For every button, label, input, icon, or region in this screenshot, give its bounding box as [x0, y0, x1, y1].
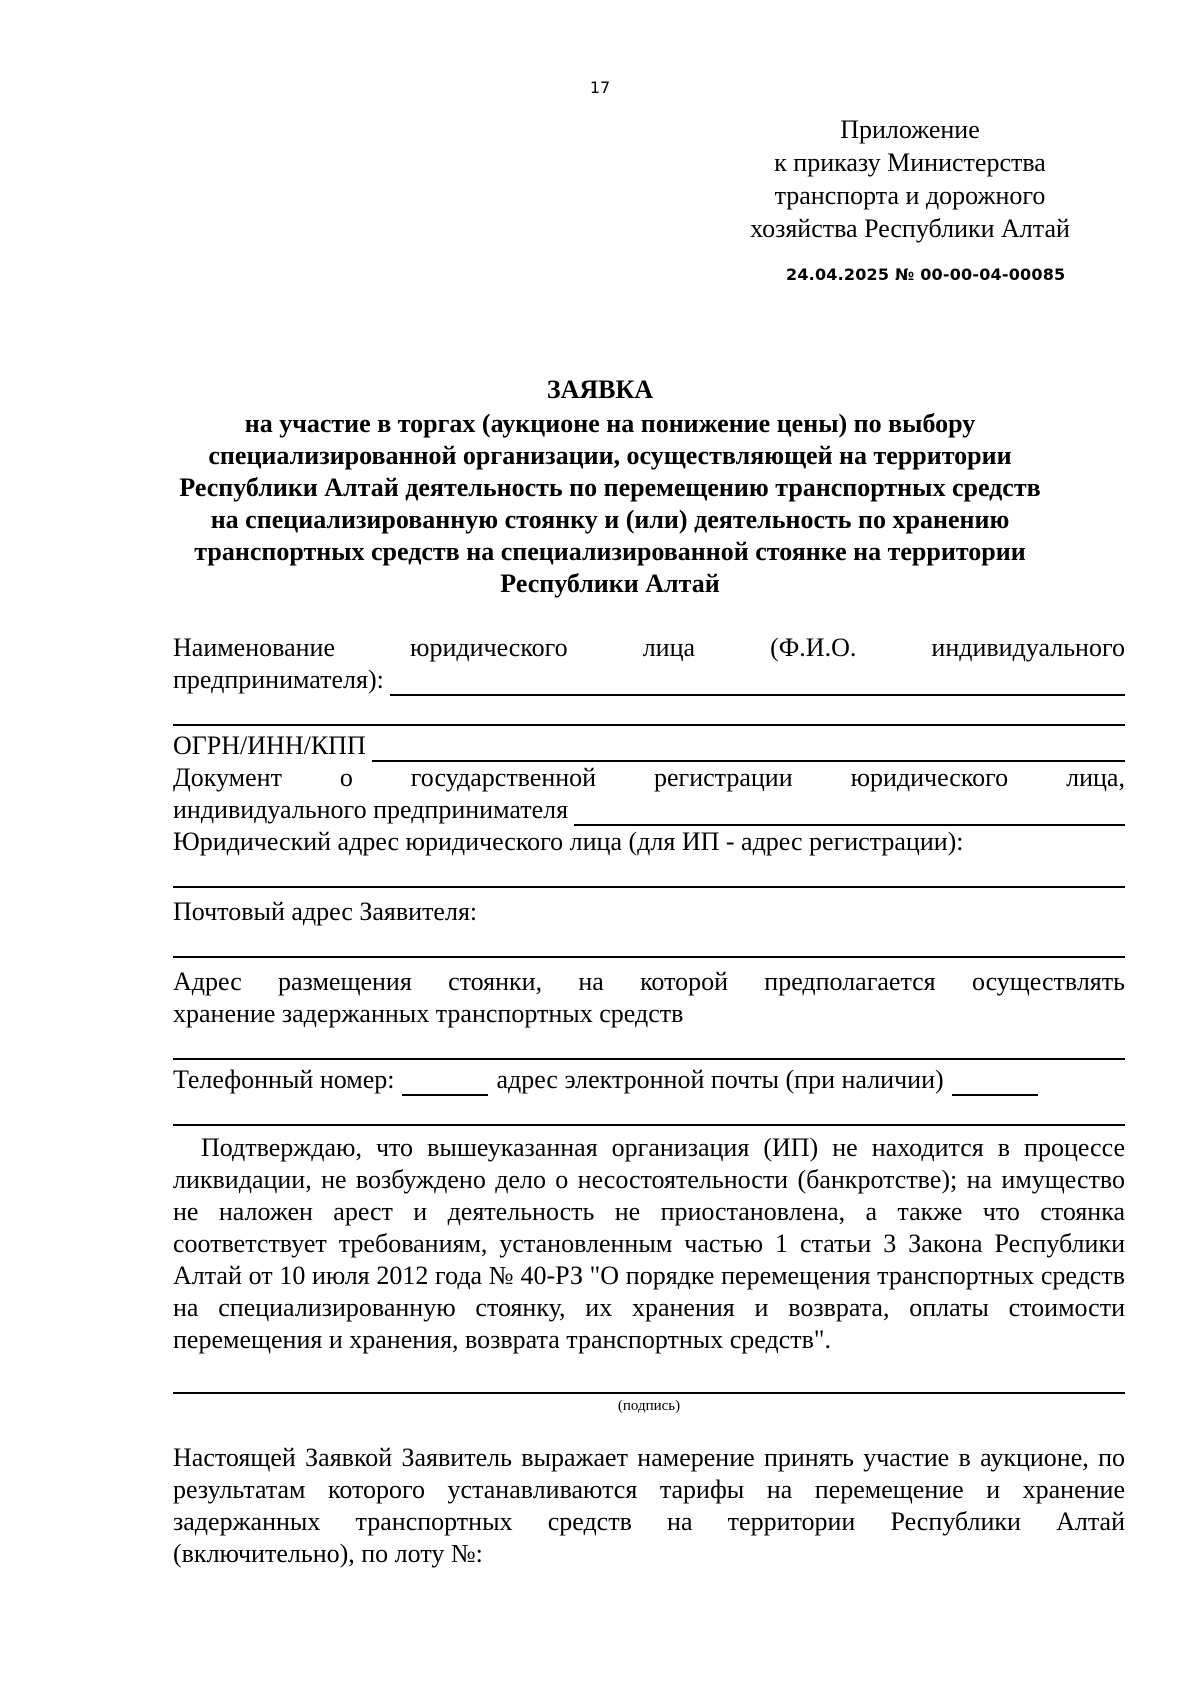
name-label-word: лица	[642, 633, 696, 662]
name-field-extra-line[interactable]	[173, 696, 1125, 726]
doc-label-word: о	[339, 763, 353, 792]
name-label-word: индивидуального	[931, 633, 1125, 662]
name-label-continued: предпринимателя):	[173, 665, 384, 694]
ogrn-row	[173, 730, 1125, 762]
parking-label-word: осуществлять	[971, 967, 1125, 996]
name-label-line	[173, 632, 1125, 664]
postal-address-field[interactable]	[173, 928, 1125, 958]
parking-label-word: на	[578, 967, 604, 996]
parking-label-word: стоянки,	[448, 967, 543, 996]
parking-address-label-line	[173, 966, 1125, 998]
doc-label-word: лица,	[1066, 763, 1125, 792]
document-title: ЗАЯВКА	[546, 375, 654, 404]
parking-label-word: размещения	[278, 967, 412, 996]
intent-paragraph: Настоящей Заявкой Заявитель выражает намерение принять участие в аукционе, по результатам которого устанавливаются тарифы на перемещение и хранение задержанных транспортных средств на территории Республики Алтай (включительно), по лоту №:	[173, 1443, 1125, 1568]
email-label: адрес электронной почты (при наличии)	[496, 1065, 944, 1094]
ogrn-label: ОГРН/ИНН/КПП	[173, 731, 366, 760]
ogrn-field[interactable]	[372, 736, 1125, 762]
confirmation-paragraph: Подтверждаю, что вышеуказанная организация (ИП) не находится в процессе ликвидации, не возбуждено дело о несостоятельности (банкротстве); на имущество не наложен арест и деятельность не приостановлена, а также что стоянка соответствует требованиям, установленным частью 1 статьи 3 Закона Республики Алтай от 10 июля 2012 года № 40-РЗ "О порядке перемещения транспортных средств на специализированную стоянку, их хранения и возврата, оплаты стоимости перемещения и хранения, возврата транспортных средств".	[173, 1133, 1125, 1354]
name-label-word: Наименование	[173, 633, 335, 662]
legal-address-field[interactable]	[173, 858, 1125, 888]
parking-address-label-continued: хранение задержанных транспортных средств	[173, 999, 684, 1028]
legal-address-label: Юридический адрес юридического лица (для ИП - адрес регистрации):	[173, 827, 964, 856]
name-field[interactable]	[390, 670, 1125, 696]
parking-label-word: которой	[640, 967, 729, 996]
registration-doc-label-line	[173, 762, 1125, 794]
registration-doc-field[interactable]	[574, 800, 1125, 826]
doc-label-word: юридического	[850, 763, 1009, 792]
phone-label: Телефонный номер:	[173, 1065, 395, 1094]
contact-extra-line[interactable]	[173, 1096, 1125, 1126]
signature-field[interactable]	[173, 1356, 1125, 1394]
name-label-word: (Ф.И.О.	[770, 633, 857, 662]
phone-field[interactable]	[402, 1070, 488, 1096]
contact-row	[173, 1064, 1125, 1096]
name-field-row	[173, 664, 1125, 696]
signature-caption: (подпись)	[617, 1398, 681, 1414]
document-subtitle: на участие в торгах (аукционе на понижение цены) по выбору специализированной организации, осуществляющей на территории Республики Алтай деятельность по перемещению транспортных средств на специализированную стоянку и (или) деятельность по хранению транспортных средств на специализированной стоянке на территории Республики Алтай	[179, 409, 1041, 598]
appendix-header	[700, 113, 1120, 245]
application-form	[173, 632, 1125, 1570]
postal-address-label: Почтовый адрес Заявителя:	[173, 897, 478, 926]
name-label-word: юридического	[410, 633, 568, 662]
registration-doc-label: индивидуального предпринимателя	[173, 795, 569, 824]
parking-address-field[interactable]	[173, 1030, 1125, 1060]
order-reference: 24.04.2025 № 00-00-04-00085	[786, 265, 1066, 284]
doc-label-word: регистрации	[654, 763, 793, 792]
parking-label-word: предполагается	[764, 967, 936, 996]
registration-doc-row	[173, 794, 1125, 826]
parking-label-word: Адрес	[173, 967, 242, 996]
page-number: 17	[589, 78, 611, 97]
appendix-line: транспорта и дорожного	[774, 181, 1046, 210]
appendix-line: Приложение	[840, 115, 980, 144]
appendix-line: хозяйства Республики Алтай	[750, 214, 1070, 243]
appendix-line: к приказу Министерства	[774, 148, 1046, 177]
doc-label-word: Документ	[173, 763, 282, 792]
email-field[interactable]	[952, 1070, 1038, 1096]
doc-label-word: государственной	[410, 763, 597, 792]
